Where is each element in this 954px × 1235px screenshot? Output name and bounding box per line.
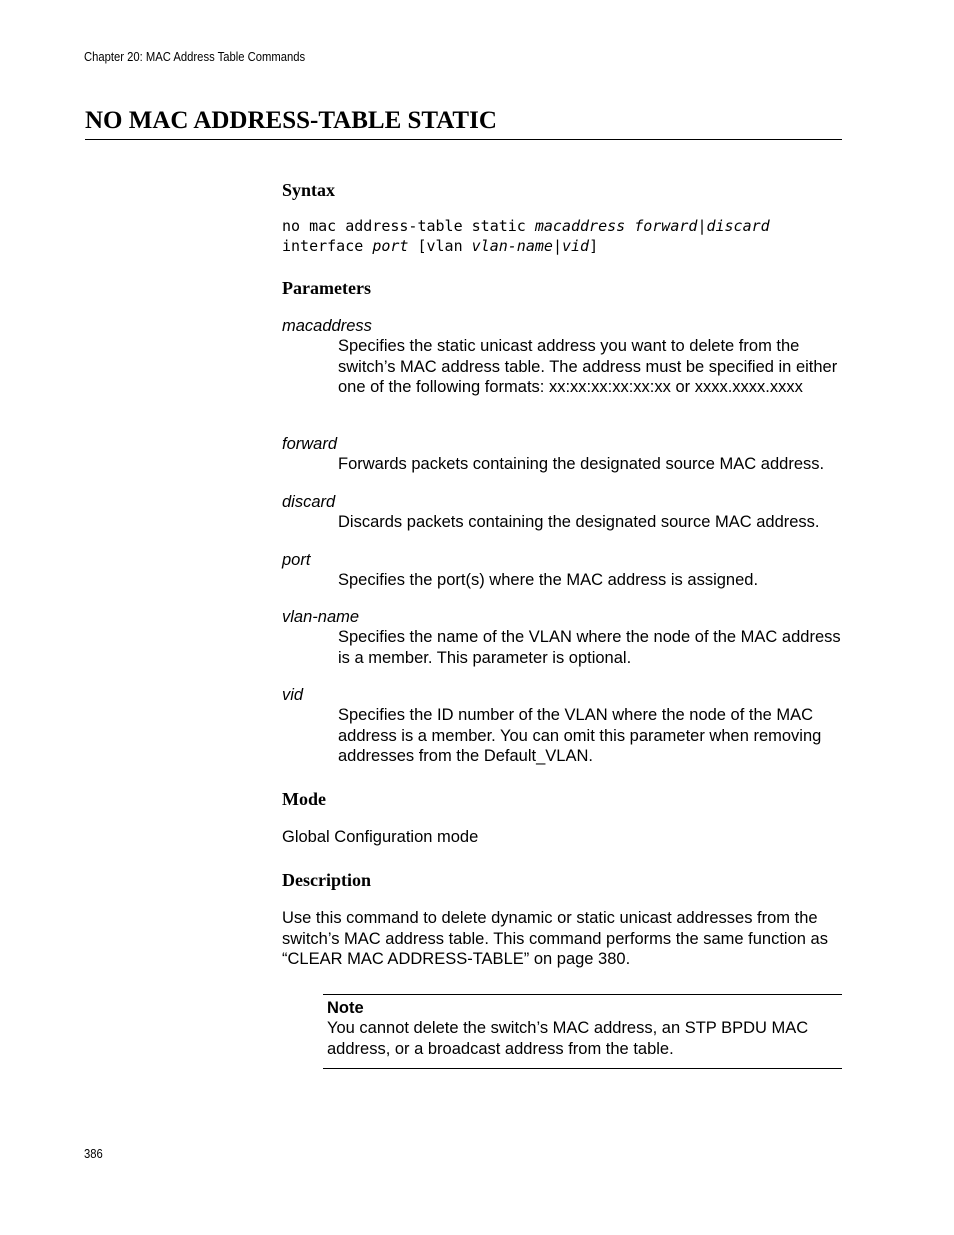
note-box — [323, 994, 842, 1069]
param-desc-forward: Forwards packets containing the designated source MAC address. — [338, 455, 825, 473]
param-name-port: port — [282, 551, 311, 569]
description-text: Use this command to delete dynamic or static unicast addresses from the switch’s MAC address table. This command performs the same function as “CLEAR MAC ADDRESS-TABLE” on page 380. — [282, 909, 828, 968]
param-name-vid: vid — [282, 686, 304, 704]
note-title: Note — [327, 999, 364, 1017]
param-desc-macaddress: Specifies the static unicast address you want to delete from the switch’s MAC address table. The address must be specified in either one of the following formats: xx:xx:xx:xx:xx:xx or xxxx.xxxx.xxxx — [338, 337, 838, 396]
param-name-vlan-name: vlan-name — [282, 608, 360, 626]
mode-heading: Mode — [282, 789, 326, 809]
mode-text: Global Configuration mode — [282, 828, 479, 846]
syntax-line-2: interface port [vlan vlan-name|vid] — [282, 237, 599, 255]
syntax-heading: Syntax — [282, 180, 336, 200]
param-desc-discard: Discards packets containing the designated source MAC address. — [338, 513, 820, 531]
page-title: NO MAC ADDRESS-TABLE STATIC — [85, 106, 842, 140]
syntax-line-1: no mac address-table static macaddress forward|discard — [282, 217, 770, 235]
description-heading: Description — [282, 870, 371, 890]
page-number: 386 — [84, 1147, 103, 1161]
running-head: Chapter 20: MAC Address Table Commands — [84, 50, 306, 64]
param-desc-vid: Specifies the ID number of the VLAN where the node of the MAC address is a member. You can omit this parameter when removing addresses from the Default_VLAN. — [338, 706, 822, 765]
param-name-forward: forward — [282, 435, 338, 453]
param-name-macaddress: macaddress — [282, 317, 372, 335]
param-name-discard: discard — [282, 493, 336, 511]
param-desc-port: Specifies the port(s) where the MAC address is assigned. — [338, 571, 759, 589]
syntax-block — [282, 216, 770, 256]
parameters-heading: Parameters — [282, 278, 371, 298]
note-text: You cannot delete the switch’s MAC address, an STP BPDU MAC address, or a broadcast address from the table. — [327, 1019, 809, 1058]
param-desc-vlan-name: Specifies the name of the VLAN where the node of the MAC address is a member. This parameter is optional. — [338, 628, 841, 667]
